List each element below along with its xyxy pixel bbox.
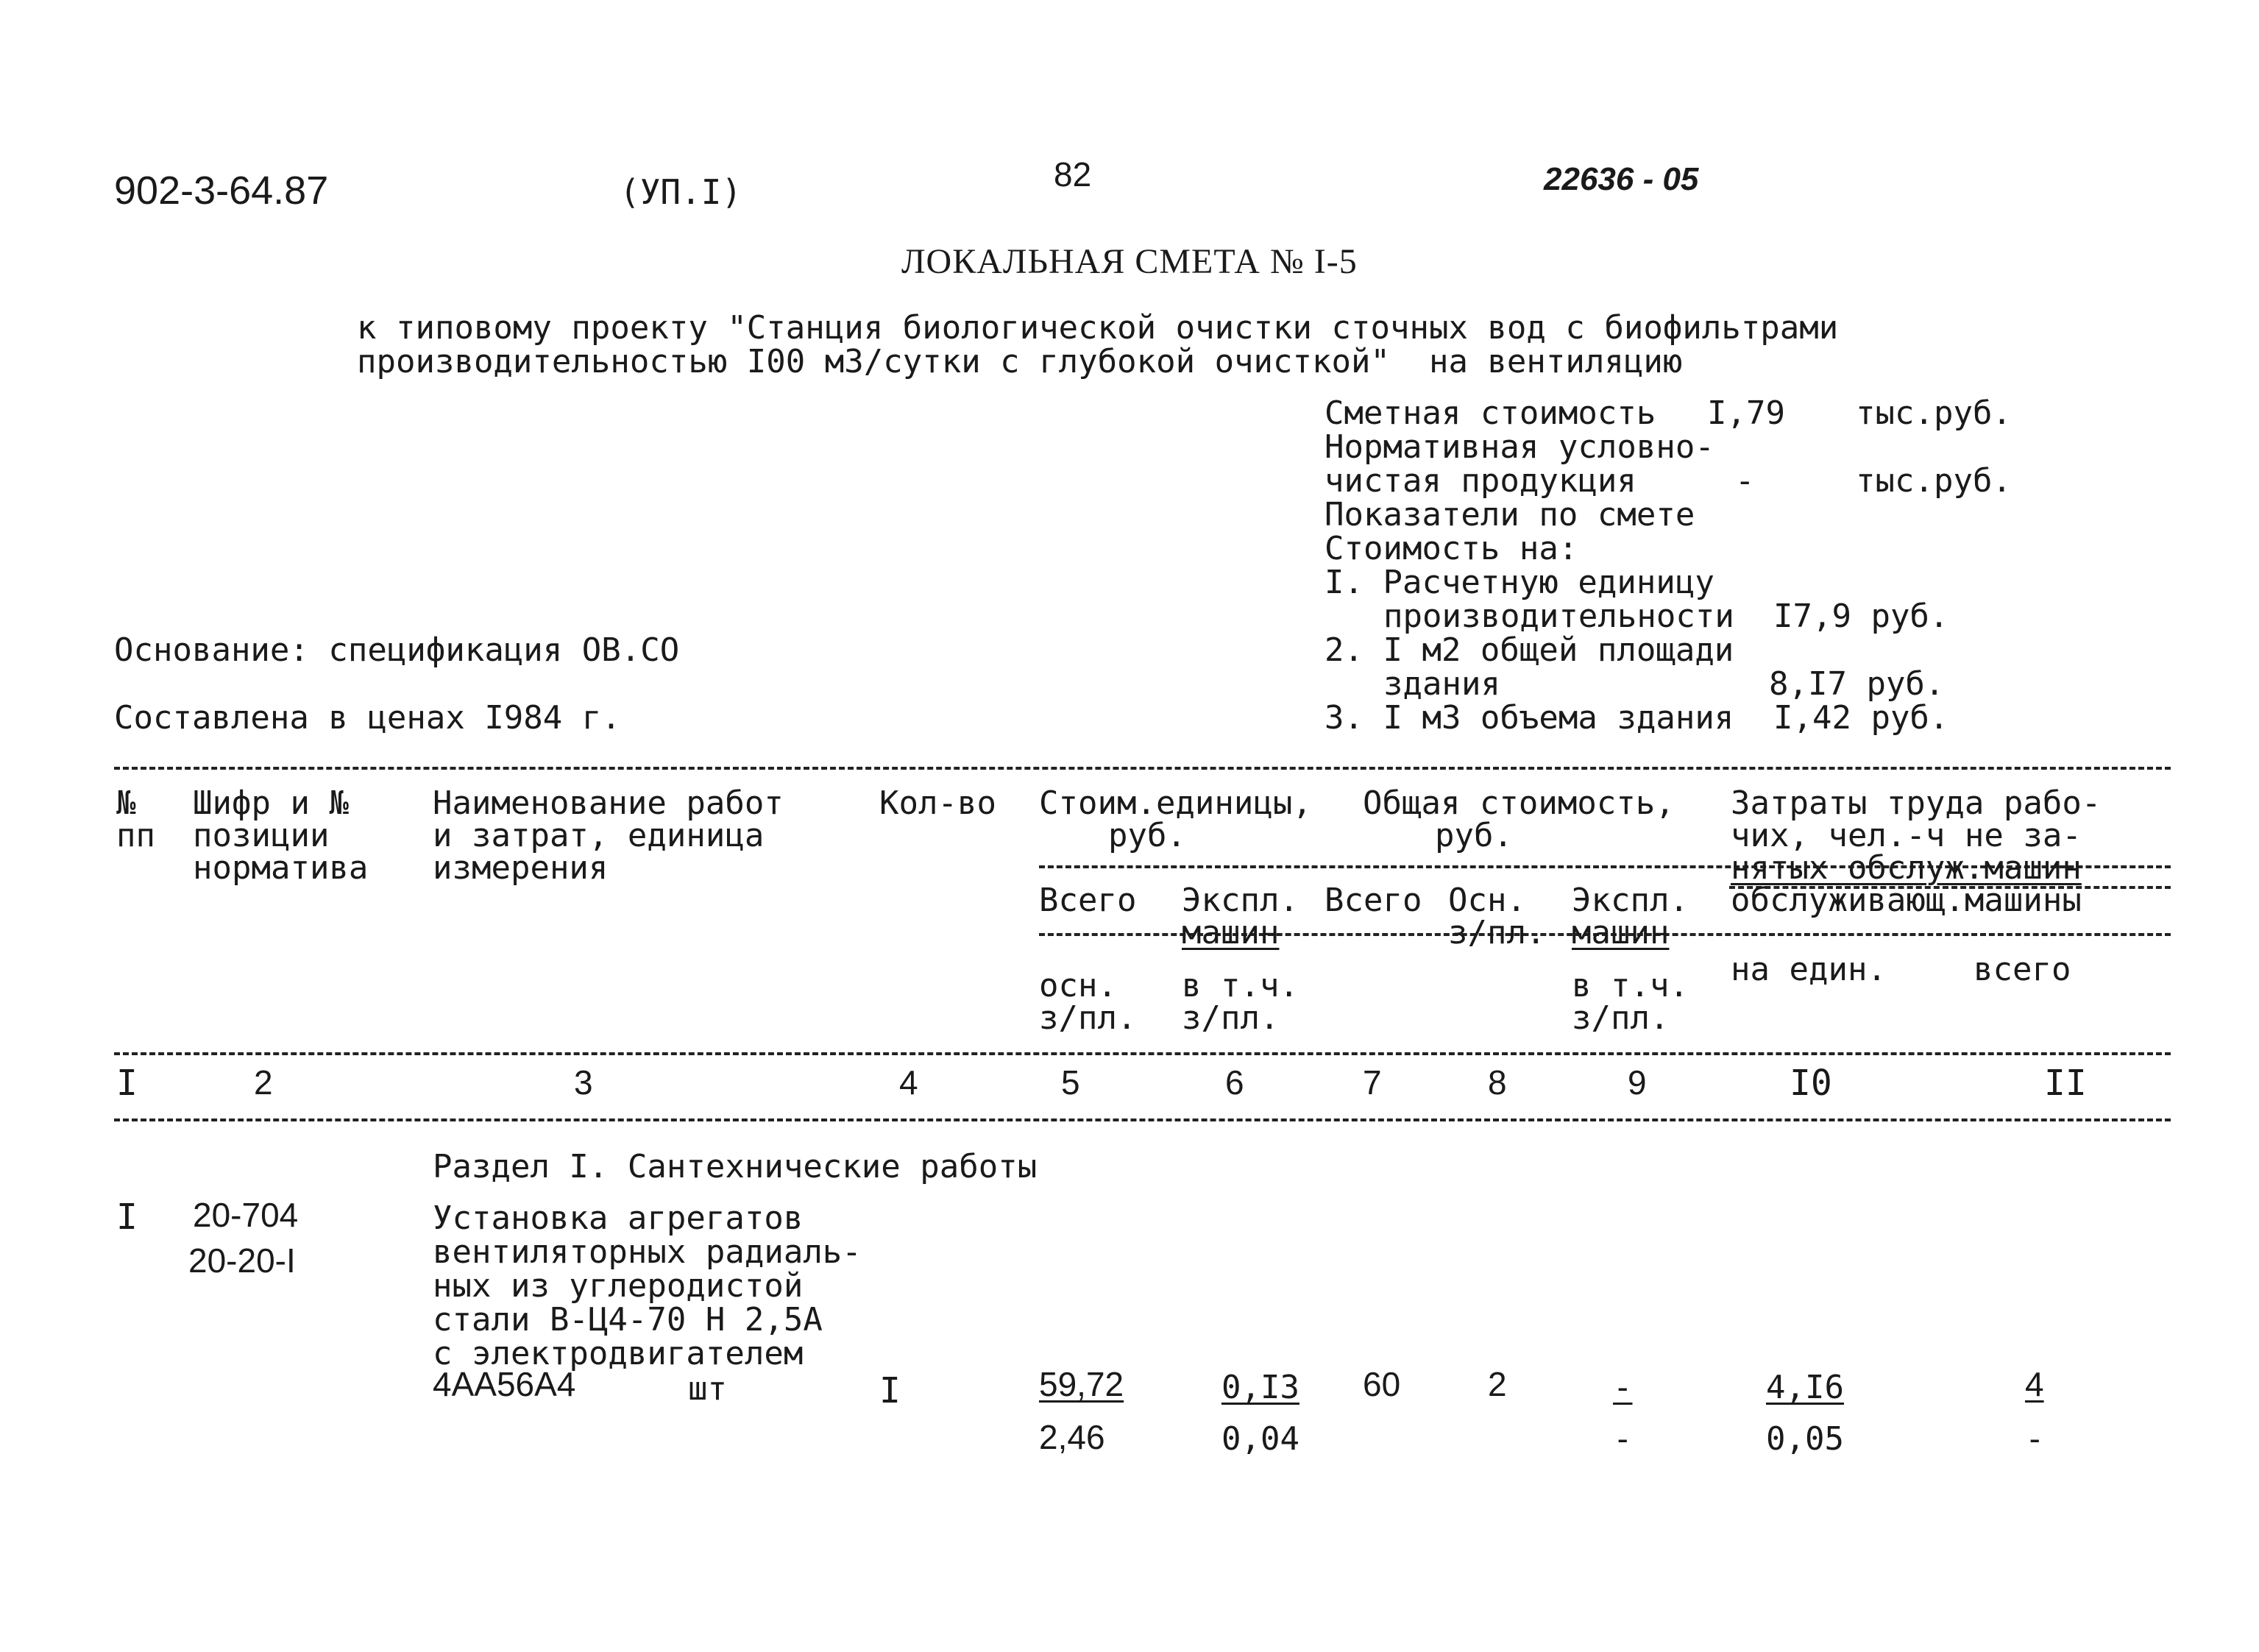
row-number: I [116, 1197, 138, 1238]
header-labor-per-unit: на един. [1731, 951, 1887, 988]
header-total-incl-wage-line1: в т.ч. [1572, 967, 1689, 1004]
normative-label-1: Нормативная условно- [1324, 428, 1714, 466]
indicator-2-line-2: здания [1383, 665, 1500, 703]
normative-label-2: чистая продукция [1324, 462, 1636, 500]
header-unit-cost-line1: Стоим.единицы, [1039, 784, 1312, 822]
row-labor-total: 4 [2025, 1365, 2044, 1403]
header-col2-line1: Шифр и № [193, 784, 349, 822]
doc-code: 902-3-64.87 [114, 169, 329, 213]
header-bottom-rule [114, 1052, 2171, 1055]
row-labor-per-unit: 4,I6 [1766, 1369, 1844, 1406]
header-total-wage-line1: Осн. [1448, 882, 1526, 919]
volume-label: (УП.I) [620, 172, 742, 212]
header-col3-line3: измерения [433, 849, 609, 887]
row-name-line-5: с электродвигателем [433, 1335, 804, 1372]
prices-text: Составлена в ценах I984 г. [114, 699, 621, 737]
header-quantity: Кол-во [879, 784, 996, 822]
header-unit-total: Всего [1039, 882, 1137, 919]
header-total-machine-line2: машин [1572, 914, 1670, 951]
header-labor-total: всего [1973, 951, 2071, 988]
header-col3-line1: Наименование работ [433, 784, 784, 822]
row-unit: шт [688, 1370, 727, 1408]
header-labor-line1: Затраты труда рабо- [1731, 784, 2102, 822]
column-number-8: 8 [1488, 1063, 1507, 1102]
indicators-label: Показатели по смете [1324, 496, 1695, 533]
indicator-1-line-2: производительности [1383, 598, 1734, 635]
header-total-cost-line2: руб. [1435, 817, 1513, 854]
project-description-line-2: производительностью I00 м3/сутки с глубокой очисткой" на вентиляцию [357, 343, 1683, 380]
page-number: 82 [1054, 155, 1092, 194]
column-number-9: 9 [1628, 1063, 1647, 1102]
header-col1-line2: пп [116, 817, 155, 854]
estimated-cost-label: Сметная стоимость [1324, 394, 1656, 432]
header-total-cost-line1: Общая стоимость, [1363, 784, 1675, 822]
row-name-last: 4АА56А4 [433, 1365, 576, 1403]
column-number-7: 7 [1363, 1063, 1382, 1102]
header-total-machine-line1: Экспл. [1572, 882, 1689, 919]
row-total-incl-wage: - [1613, 1420, 1633, 1458]
header-total-wage-line2: з/пл. [1448, 914, 1546, 951]
cost-on-label: Стоимость на: [1324, 530, 1578, 567]
row-code-2: 20-20-I [188, 1241, 296, 1280]
archive-number: 22636 - 05 [1544, 161, 1699, 197]
header-col1-line1: № [116, 784, 136, 822]
header-labor-line3: нятых обслуж.машин [1731, 849, 2082, 887]
column-number-2: 2 [254, 1063, 273, 1102]
column-numbers-rule [114, 1119, 2171, 1121]
header-col3-line2: и затрат, единица [433, 817, 765, 854]
indicator-3-line-1: 3. I м3 объема здания [1324, 699, 1734, 737]
row-code-1: 20-704 [193, 1196, 299, 1234]
row-unit-incl-wage: 0,04 [1221, 1420, 1299, 1458]
row-labor-total-2: - [2025, 1420, 2045, 1458]
estimated-cost-unit: тыс.руб. [1856, 394, 2012, 432]
header-unit-wage-line1: осн. [1039, 967, 1117, 1004]
row-unit-wage: 2,46 [1039, 1418, 1105, 1456]
normative-value: - [1735, 462, 1755, 500]
row-total-wage: 2 [1488, 1365, 1507, 1403]
column-number-1: I [116, 1063, 138, 1104]
column-number-6: 6 [1225, 1063, 1244, 1102]
row-name-line-2: вентиляторных радиаль- [433, 1233, 862, 1271]
basis-text: Основание: спецификация ОВ.СО [114, 631, 680, 669]
indicator-1-value: I7,9 руб. [1773, 598, 1949, 635]
estimate-title: ЛОКАЛЬНАЯ СМЕТА № I-5 [901, 242, 1358, 281]
column-number-11: II [2044, 1063, 2087, 1104]
header-labor-line2: чих, чел.-ч не за- [1731, 817, 2082, 854]
header-unit-wage-line2: з/пл. [1039, 999, 1137, 1037]
indicator-1-line-1: I. Расчетную единицу [1324, 564, 1714, 601]
indicator-2-line-1: 2. I м2 общей площади [1324, 631, 1734, 669]
row-labor-per-unit-2: 0,05 [1766, 1420, 1844, 1458]
column-number-4: 4 [899, 1063, 918, 1102]
table-top-rule [114, 767, 2171, 770]
header-col2-line2: позиции [193, 817, 330, 854]
row-quantity: I [879, 1370, 901, 1411]
row-total-all: 60 [1363, 1365, 1401, 1403]
row-name-line-3: ных из углеродистой [433, 1267, 804, 1305]
header-unit-machine-line2: машин [1182, 914, 1280, 951]
column-number-5: 5 [1061, 1063, 1080, 1102]
indicator-2-value: 8,I7 руб. [1769, 665, 1945, 703]
row-name-line-4: стали В-Ц4-70 Н 2,5А [433, 1301, 823, 1339]
header-unit-machine-line1: Экспл. [1182, 882, 1299, 919]
column-number-10: I0 [1790, 1063, 1832, 1104]
row-unit-machine: 0,I3 [1221, 1369, 1299, 1406]
header-unit-incl-wage-line2: з/пл. [1182, 999, 1280, 1037]
normative-unit: тыс.руб. [1856, 462, 2012, 500]
header-total-incl-wage-line2: з/пл. [1572, 999, 1670, 1037]
header-col2-line3: норматива [193, 849, 369, 887]
row-total-machine: - [1613, 1369, 1633, 1406]
header-unit-incl-wage-line1: в т.ч. [1182, 967, 1299, 1004]
row-name-line-1: Установка агрегатов [433, 1199, 804, 1237]
column-number-3: 3 [574, 1063, 593, 1102]
estimated-cost-value: I,79 [1707, 394, 1785, 432]
header-unit-cost-line2: руб. [1108, 817, 1186, 854]
project-description-line-1: к типовому проекту "Станция биологической очистки сточных вод с биофильтрами [357, 309, 1839, 347]
header-labor-line4: обслуживающ.машины [1731, 882, 2082, 919]
indicator-3-value: I,42 руб. [1773, 699, 1949, 737]
row-unit-total: 59,72 [1039, 1365, 1124, 1403]
section-title: Раздел I. Сантехнические работы [433, 1148, 1038, 1185]
header-total-all: Всего [1324, 882, 1422, 919]
